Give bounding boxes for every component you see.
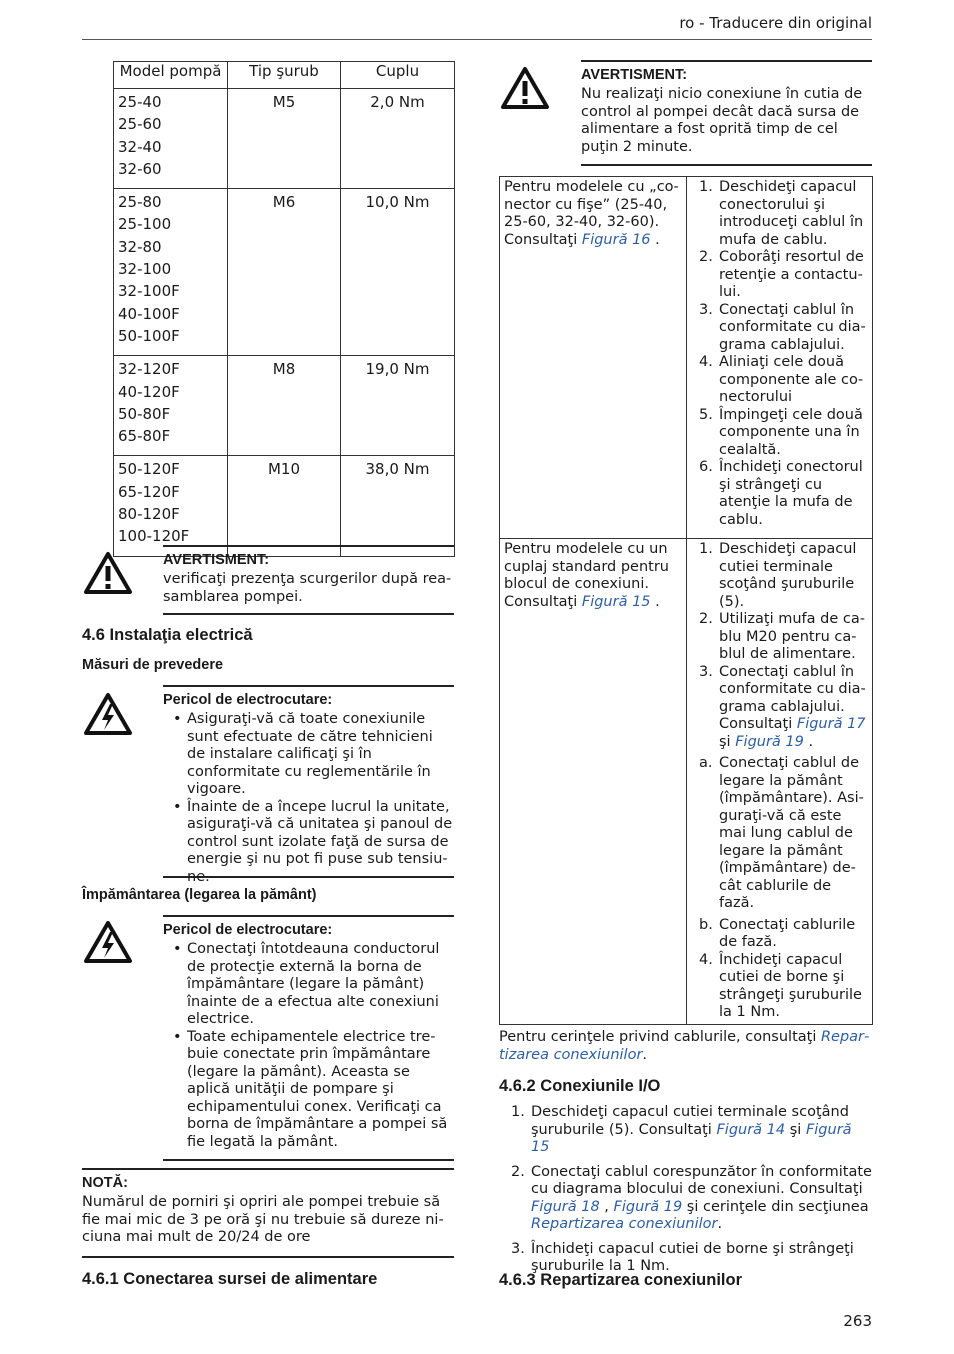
- warning-text: Nu realizaţi nicio conexiune în cutia de control al pompei decât dacă sursa de alimentare a fost oprită timp de cel puţin 2 minute.: [581, 86, 863, 155]
- figure-link[interactable]: Figură 19: [613, 1198, 683, 1215]
- steps-list: [499, 1104, 872, 1276]
- steps-list: [691, 541, 868, 1022]
- model-cell: 50-120F 65-120F 80-120F 100-120F: [114, 456, 228, 556]
- list-item: 2. Coborâţi resortul de retenţie a contactului.: [699, 249, 864, 300]
- list-item: 4. Aliniaţi cele două componente ale conectorului: [699, 354, 864, 405]
- screw-cell: M6: [228, 189, 341, 356]
- electric-hazard-icon: [83, 920, 133, 964]
- col-header-torque: Cuplu: [341, 62, 455, 89]
- screw-cell: M10: [228, 456, 341, 556]
- figure-link[interactable]: Figură 17: [796, 716, 866, 732]
- list-item: • Conectaţi întotdeauna conductorul de protecţie externă la borna de împământare (legare la pământ) înainte de a efectua alte conexiuni electrice.: [187, 941, 454, 1029]
- list-item: • Toate echipamentele electrice trebuie conectate prin împământare (legare la pământ). Aceasta se aplică unităţii de pompare şi echipamentului conex. Verificaţi ca borna de împământare a pompei să fie legată la pământ.: [187, 1029, 454, 1152]
- list-item: 1. Deschideţi capacul conectorului şi introduceţi cablul în mufa de cablu.: [699, 179, 864, 248]
- figure-link[interactable]: Figură 14: [716, 1121, 786, 1138]
- running-header: ro - Traducere din original: [679, 14, 872, 32]
- warning-title: AVERTISMENT:: [163, 552, 270, 568]
- warning-icon: [500, 66, 550, 110]
- steps-cell: [687, 539, 873, 1025]
- warning-box: [163, 545, 454, 615]
- list-item: 5. Împingeţi cele două componente una în cealaltă.: [699, 406, 863, 458]
- list-item: • Înainte de a începe lucrul la unitate, asiguraţi-vă că unitatea şi panoul de control sunt izolate faţă de sursa de energie şi nu pot fi puse sub tensiune.: [187, 799, 454, 887]
- list-item: b. Conectaţi cablurile de fază.: [699, 916, 856, 950]
- header-rule: [82, 39, 872, 40]
- torque-cell: 2,0 Nm: [341, 89, 455, 189]
- cable-requirements-text: Pentru cerinţele privind cablurile, consultaţi Repartizarea conexiunilor.: [499, 1029, 870, 1063]
- cross-reference-link[interactable]: Repartizarea conexiunilor: [531, 1216, 718, 1232]
- table-row: [114, 456, 455, 556]
- list-item: 3. Conectaţi cablul în conformitate cu diagrama cablajului. Consultaţi Figură 17 şi Figură 19 .: [699, 663, 866, 750]
- section-title: 4.6.1 Conectarea sursei de alimentare: [82, 1270, 378, 1288]
- figure-link[interactable]: Figură 19: [735, 733, 804, 750]
- steps-list: [691, 179, 868, 529]
- danger-box: [163, 685, 454, 885]
- warning-title: AVERTISMENT:: [581, 67, 688, 83]
- warning-box: [581, 60, 872, 166]
- list-item: 6. Închideţi conectorul şi strângeţi cu atenţie la mufa de cablu.: [699, 459, 863, 528]
- table-row: [114, 189, 455, 356]
- danger-list: [163, 941, 454, 1151]
- warning-text: verificaţi prezenţa scurgerilor după reasamblarea pompei.: [163, 571, 452, 605]
- io-steps: [499, 1104, 872, 1283]
- list-item: 2. Conectaţi cablul corespunzător în conformitate cu diagrama blocului de conexiuni. Consultaţi Figură 18 , Figură 19 şi cerinţele din secţiunea Repartizarea conexiunilor.: [511, 1163, 872, 1232]
- subheading-grounding: Împământarea (legarea la pământ): [82, 887, 317, 903]
- connection-table: [499, 176, 873, 1025]
- table-row: [114, 89, 455, 189]
- figure-link[interactable]: Figură 16: [581, 231, 651, 248]
- warning-icon: [83, 551, 133, 595]
- torque-cell: 10,0 Nm: [341, 189, 455, 356]
- torque-table: [113, 61, 455, 557]
- screw-cell: M5: [228, 89, 341, 189]
- electric-hazard-icon: [83, 692, 133, 736]
- table-row: [500, 539, 873, 1025]
- model-cell: 25-80 25-100 32-80 32-100 32-100F 40-100F 50-100F: [114, 189, 228, 356]
- list-item: 4. Închideţi capacul cutiei de borne şi strângeţi şuruburile la 1 Nm.: [699, 951, 862, 1020]
- section-title: 4.6.3 Repartizarea conexiunilor: [499, 1271, 743, 1289]
- page-number: 263: [843, 1312, 872, 1330]
- steps-cell: [687, 177, 873, 539]
- model-description-cell: Pentru modelele cu un cuplaj standard pentru blocul de conexiuni. Consultaţi Figură 15 .: [500, 539, 687, 1025]
- danger-title: Pericol de electrocutare:: [163, 922, 333, 938]
- table-row: [500, 177, 873, 539]
- list-item: 3. Închideţi capacul cutiei de borne şi strângeţi şuruburile la 1 Nm.: [511, 1240, 854, 1274]
- figure-link[interactable]: Figură 15: [531, 1121, 852, 1155]
- col-header-screw: Tip şurub: [228, 62, 341, 89]
- list-item: 3. Conectaţi cablul în conformitate cu diagrama cablajului.: [699, 301, 866, 353]
- figure-link[interactable]: Figură 15: [581, 593, 651, 610]
- table-row: [114, 356, 455, 456]
- model-cell: 32-120F 40-120F 50-80F 65-80F: [114, 356, 228, 456]
- list-item: 1. Deschideţi capacul cutiei terminale scoţând şuruburile (5). Consultaţi Figură 14 şi Figură 15: [511, 1104, 852, 1155]
- list-item: a. Conectaţi cablul de legare la pământ (împământare). Asiguraţi-vă că este mai lung cablul de legare la pământ (împământare) decât cablurile de fază.: [699, 755, 864, 911]
- model-description-cell: Pentru modelele cu „conector cu fişe” (25-40, 25-60, 32-40, 32-60). Consultaţi Figură 16 .: [500, 177, 687, 539]
- figure-link[interactable]: Figură 18: [531, 1198, 600, 1215]
- danger-box: [163, 915, 454, 1161]
- danger-title: Pericol de electrocutare:: [163, 692, 333, 708]
- section-title: 4.6.2 Conexiunile I/O: [499, 1077, 661, 1095]
- list-item: • Asiguraţi-vă că toate conexiunile sunt efectuate de către tehnicieni de instalare calificaţi şi în conformitate cu reglementările în vigoare.: [187, 711, 454, 799]
- list-item: 1. Deschideţi capacul cutiei terminale scoţând şuruburile (5).: [699, 541, 857, 610]
- list-item: 2. Utilizaţi mufa de cablu M20 pentru cablul de alimentare.: [699, 611, 865, 662]
- note-text: Numărul de porniri şi opriri ale pompei trebuie să fie mai mic de 3 pe oră şi nu trebuie să dureze niciuna mai mult de 20/24 de ore: [82, 1194, 444, 1245]
- torque-cell: 38,0 Nm: [341, 456, 455, 556]
- note-title: NOTĂ:: [82, 1175, 128, 1191]
- col-header-model: Model pompă: [114, 62, 228, 89]
- subheading-precautions: Măsuri de prevedere: [82, 657, 224, 673]
- model-cell: 25-40 25-60 32-40 32-60: [114, 89, 228, 189]
- torque-cell: 19,0 Nm: [341, 356, 455, 456]
- danger-list: [163, 711, 454, 886]
- note-box: [82, 1168, 454, 1258]
- screw-cell: M8: [228, 356, 341, 456]
- cross-reference-link[interactable]: Repartizarea conexiunilor: [499, 1029, 870, 1063]
- section-title: 4.6 Instalaţia electrică: [82, 626, 253, 644]
